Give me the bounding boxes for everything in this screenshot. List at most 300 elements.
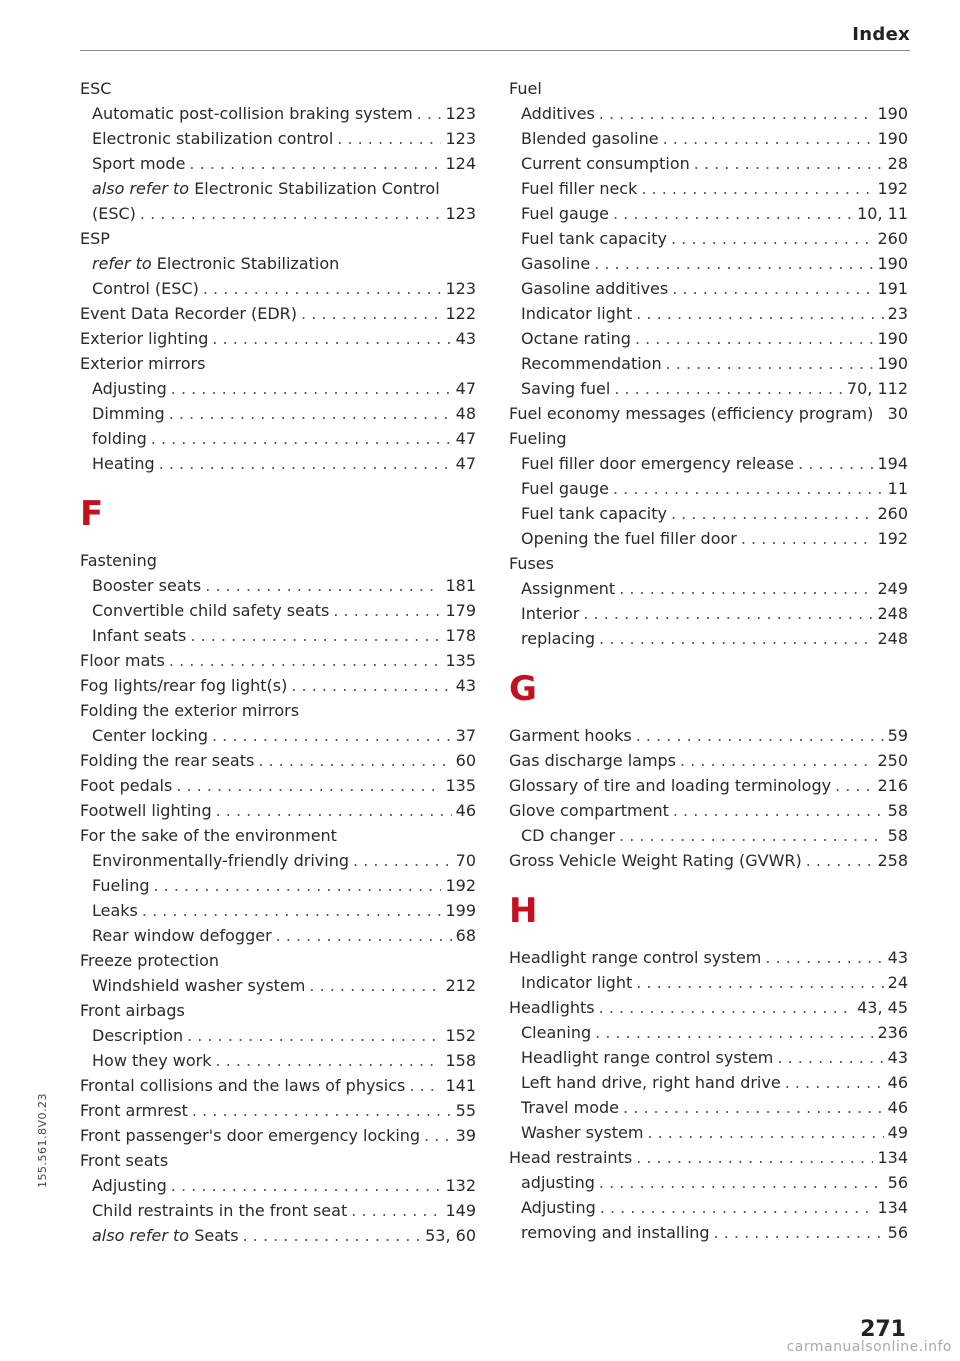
index-entry-label: folding <box>92 429 147 448</box>
page-reference: 47 <box>455 379 476 398</box>
index-entry <box>80 1073 476 1098</box>
page-reference: 181 <box>445 576 476 595</box>
leader-dots <box>647 1120 883 1145</box>
index-entry <box>509 176 908 201</box>
page-reference: 37 <box>455 726 476 745</box>
index-entry <box>80 426 476 451</box>
page-reference: 49 <box>887 1123 908 1142</box>
index-entry <box>80 648 476 673</box>
section-letter: F <box>80 494 104 534</box>
section-letter: H <box>509 891 538 931</box>
header-rule <box>80 50 910 51</box>
page-reference: 192 <box>877 529 908 548</box>
index-entry <box>509 1220 908 1245</box>
leader-dots <box>599 995 853 1020</box>
index-entry <box>509 995 908 1020</box>
index-entry <box>509 476 908 501</box>
index-entry-label: Dimming <box>92 404 165 423</box>
index-entry <box>509 526 908 551</box>
leader-dots <box>595 1020 873 1045</box>
page-reference: 123 <box>445 104 476 123</box>
index-heading: Fastening <box>80 551 157 570</box>
leader-dots <box>337 126 441 151</box>
index-entry-label: Child restraints in the front seat <box>92 1201 348 1220</box>
page-reference: 141 <box>445 1076 476 1095</box>
page-reference: 46 <box>887 1098 908 1117</box>
leader-dots <box>614 376 843 401</box>
leader-dots <box>190 623 441 648</box>
page-reference: 190 <box>877 329 908 348</box>
leader-dots <box>203 276 442 301</box>
leader-dots <box>777 1045 883 1070</box>
index-entry <box>80 126 476 151</box>
index-entry-label: Indicator light <box>521 304 633 323</box>
index-cross-reference <box>80 176 476 201</box>
leader-dots <box>192 1098 452 1123</box>
index-entry-label: Description <box>92 1026 184 1045</box>
index-column-left <box>80 76 476 1248</box>
index-entry-label: Fuel economy messages (efficiency program) <box>509 404 874 423</box>
index-entry-label: Fuel filler door emergency release <box>521 454 795 473</box>
leader-dots <box>673 798 884 823</box>
page-reference: 135 <box>445 651 476 670</box>
index-entry <box>509 126 908 151</box>
page-reference: 70 <box>455 851 476 870</box>
leader-dots <box>171 1173 442 1198</box>
index-entry-label: Cleaning <box>521 1023 592 1042</box>
page-reference: 24 <box>887 973 908 992</box>
leader-dots <box>599 1170 884 1195</box>
index-entry <box>80 376 476 401</box>
index-entry <box>509 1020 908 1045</box>
page-reference: 149 <box>445 1201 476 1220</box>
index-entry-label: Exterior lighting <box>80 329 209 348</box>
index-entry-label: Fuel gauge <box>521 204 609 223</box>
index-heading: Fuel <box>509 79 542 98</box>
leader-dots <box>301 301 441 326</box>
page-reference: 43 <box>455 676 476 695</box>
page-reference: 46 <box>887 1073 908 1092</box>
index-entry-label: Electronic stabilization control <box>92 129 334 148</box>
index-entry <box>80 301 476 326</box>
index-entry <box>80 623 476 648</box>
page-reference: 248 <box>877 629 908 648</box>
index-entry <box>509 1195 908 1220</box>
leader-dots <box>169 648 442 673</box>
index-entry-label <box>92 1223 239 1248</box>
index-entry <box>509 848 908 873</box>
leader-dots <box>187 1023 441 1048</box>
leader-dots <box>353 848 452 873</box>
leader-dots <box>636 723 884 748</box>
index-entry <box>509 251 908 276</box>
leader-dots <box>599 101 874 126</box>
index-entry-label: Glossary of tire and loading terminology <box>509 776 832 795</box>
leader-dots <box>176 773 441 798</box>
index-entry <box>509 1170 908 1195</box>
index-entry-label: Adjusting <box>92 1176 167 1195</box>
index-entry <box>509 501 908 526</box>
index-entry <box>80 1098 476 1123</box>
index-entry-label: Front passenger's door emergency locking <box>80 1126 421 1145</box>
index-entry-label: Frontal collisions and the laws of physics <box>80 1076 406 1095</box>
index-entry-label: Fuel tank capacity <box>521 504 667 523</box>
page-reference: 30 <box>887 404 908 423</box>
index-entry-label: Gross Vehicle Weight Rating (GVWR) <box>509 851 802 870</box>
leader-dots <box>599 626 873 651</box>
index-heading: Fueling <box>509 429 567 448</box>
index-entry-label: Adjusting <box>521 1198 596 1217</box>
leader-dots <box>151 426 452 451</box>
page-reference: 190 <box>877 354 908 373</box>
page-reference: 248 <box>877 604 908 623</box>
index-entry <box>509 451 908 476</box>
page-reference: 53, 60 <box>425 1226 476 1245</box>
section-letter: G <box>509 669 537 709</box>
leader-dots <box>636 301 883 326</box>
index-entry-label: Folding the rear seats <box>80 751 255 770</box>
index-entry-label: Convertible child safety seats <box>92 601 330 620</box>
index-entry <box>80 1023 476 1048</box>
leader-dots <box>785 1070 884 1095</box>
leader-dots <box>600 1195 874 1220</box>
page-reference: 68 <box>455 926 476 945</box>
page-reference: 58 <box>887 801 908 820</box>
index-entry <box>80 873 476 898</box>
page-reference: 190 <box>877 104 908 123</box>
leader-dots <box>619 576 873 601</box>
page-reference: 11 <box>887 479 908 498</box>
index-entry <box>80 898 476 923</box>
index-entry <box>80 598 476 623</box>
leader-dots <box>351 1198 441 1223</box>
page-reference: 23 <box>887 304 908 323</box>
leader-dots <box>212 723 452 748</box>
index-entry-label: Headlight range control system <box>521 1048 774 1067</box>
leader-dots <box>672 276 873 301</box>
page-reference: 60 <box>455 751 476 770</box>
index-entry-label: Indicator light <box>521 973 633 992</box>
index-entry-label: Infant seats <box>92 626 187 645</box>
page-reference: 152 <box>445 1026 476 1045</box>
page-reference: 47 <box>455 454 476 473</box>
index-entry <box>80 201 476 226</box>
cross-reference-prefix: refer to <box>92 254 152 273</box>
page-reference: 260 <box>877 504 908 523</box>
page-reference: 59 <box>887 726 908 745</box>
index-entry-label: Footwell lighting <box>80 801 212 820</box>
page-reference: 260 <box>877 229 908 248</box>
leader-dots <box>205 573 441 598</box>
index-entry <box>509 1045 908 1070</box>
page-reference: 178 <box>445 626 476 645</box>
index-entry <box>509 626 908 651</box>
leader-dots <box>635 326 874 351</box>
leader-dots <box>613 201 853 226</box>
index-entry <box>509 773 908 798</box>
index-entry-label: Fueling <box>92 876 150 895</box>
index-entry <box>509 1095 908 1120</box>
leader-dots <box>594 251 873 276</box>
index-entry-label: Opening the fuel filler door <box>521 529 737 548</box>
cross-reference-prefix: also refer to <box>92 179 190 198</box>
index-entry-label: Gas discharge lamps <box>509 751 677 770</box>
leader-dots <box>714 1220 884 1245</box>
index-entry-label: Sport mode <box>92 154 186 173</box>
index-entry <box>509 1070 908 1095</box>
index-entry <box>509 226 908 251</box>
page-reference: 192 <box>877 179 908 198</box>
leader-dots <box>636 970 883 995</box>
index-entry-label: How they work <box>92 1051 212 1070</box>
leader-dots <box>417 101 442 126</box>
index-entry <box>509 301 908 326</box>
page-reference: 250 <box>877 751 908 770</box>
page-reference: 123 <box>445 279 476 298</box>
index-entry <box>509 401 908 426</box>
page-reference: 212 <box>445 976 476 995</box>
leader-dots <box>309 973 441 998</box>
cross-reference-label: Electronic Stabilization Control <box>194 179 440 198</box>
cross-reference-label: Seats <box>194 1226 239 1245</box>
index-entry-label: Fog lights/rear fog light(s) <box>80 676 288 695</box>
cross-reference-label: Electronic Stabilization <box>156 254 340 273</box>
page-reference: 190 <box>877 129 908 148</box>
index-entry-label: Current consumption <box>521 154 690 173</box>
leader-dots <box>216 1048 442 1073</box>
leader-dots <box>212 326 451 351</box>
page-reference: 158 <box>445 1051 476 1070</box>
page-reference: 194 <box>877 454 908 473</box>
page-reference: 216 <box>877 776 908 795</box>
index-entry <box>80 1198 476 1223</box>
leader-dots <box>835 773 873 798</box>
index-entry-label: Foot pedals <box>80 776 173 795</box>
index-entry-label: Center locking <box>92 726 208 745</box>
index-entry-label: Travel mode <box>521 1098 620 1117</box>
index-entry <box>80 1223 476 1248</box>
index-entry-label: Additives <box>521 104 595 123</box>
leader-dots <box>243 1223 422 1248</box>
index-entry <box>509 748 908 773</box>
index-heading: Fuses <box>509 554 554 573</box>
index-entry <box>509 201 908 226</box>
page-reference: 43 <box>887 948 908 967</box>
index-entry-label: Saving fuel <box>521 379 611 398</box>
index-entry-label: replacing <box>521 629 596 648</box>
index-entry <box>509 351 908 376</box>
index-entry <box>80 151 476 176</box>
index-entry-label: Leaks <box>92 901 138 920</box>
page-reference: 43, 45 <box>857 998 908 1017</box>
leader-dots <box>169 401 452 426</box>
index-entry <box>509 151 908 176</box>
index-entry-label: Garment hooks <box>509 726 632 745</box>
page-reference: 199 <box>445 901 476 920</box>
leader-dots <box>671 226 873 251</box>
index-entry <box>80 673 476 698</box>
leader-dots <box>663 126 874 151</box>
index-entry-label: Rear window defogger <box>92 926 272 945</box>
page-reference: 55 <box>455 1101 476 1120</box>
index-entry-label: Interior <box>521 604 580 623</box>
index-entry <box>80 748 476 773</box>
index-entry-label: Automatic post-collision braking system <box>92 104 413 123</box>
leader-dots <box>171 376 452 401</box>
index-entry-label: removing and installing <box>521 1223 710 1242</box>
page-reference: 134 <box>877 1198 908 1217</box>
page-reference: 47 <box>455 429 476 448</box>
leader-dots <box>154 873 442 898</box>
index-entry-label: Heating <box>92 454 155 473</box>
page-reference: 39 <box>455 1126 476 1145</box>
document-code: 155.561.8V0.23 <box>36 1093 49 1188</box>
page-reference: 123 <box>445 204 476 223</box>
index-entry-label: Head restraints <box>509 1148 633 1167</box>
index-entry-label: Fuel tank capacity <box>521 229 667 248</box>
index-entry <box>80 573 476 598</box>
index-entry <box>80 848 476 873</box>
leader-dots <box>666 351 874 376</box>
index-entry-label: Washer system <box>521 1123 644 1142</box>
index-entry <box>509 601 908 626</box>
leader-dots <box>424 1123 452 1148</box>
page-reference: 191 <box>877 279 908 298</box>
index-entry-label: Fuel filler neck <box>521 179 638 198</box>
index-entry <box>509 1145 908 1170</box>
index-heading: ESC <box>80 79 112 98</box>
leader-dots <box>798 451 873 476</box>
leader-dots <box>671 501 873 526</box>
leader-dots <box>409 1073 441 1098</box>
index-entry-label: Booster seats <box>92 576 202 595</box>
page-reference: 58 <box>887 826 908 845</box>
page-reference: 56 <box>887 1173 908 1192</box>
index-entry <box>80 276 476 301</box>
index-heading: Folding the exterior mirrors <box>80 701 300 720</box>
index-entry <box>80 451 476 476</box>
leader-dots <box>741 526 874 551</box>
leader-dots <box>765 945 883 970</box>
index-entry <box>80 401 476 426</box>
index-entry-label: Blended gasoline <box>521 129 659 148</box>
index-entry-label: Front armrest <box>80 1101 188 1120</box>
index-entry-label: Glove compartment <box>509 801 669 820</box>
page-reference: 10, 11 <box>857 204 908 223</box>
leader-dots <box>583 601 873 626</box>
index-entry <box>509 326 908 351</box>
index-cross-reference <box>80 251 476 276</box>
page-number: 271 <box>860 1317 906 1342</box>
leader-dots <box>258 748 451 773</box>
leader-dots <box>140 201 442 226</box>
index-entry-label: Windshield washer system <box>92 976 306 995</box>
page-reference: 249 <box>877 579 908 598</box>
leader-dots <box>619 823 884 848</box>
index-column-right <box>509 76 908 1245</box>
leader-dots <box>623 1095 884 1120</box>
index-entry <box>80 101 476 126</box>
leader-dots <box>613 476 884 501</box>
leader-dots <box>291 673 451 698</box>
index-heading: Exterior mirrors <box>80 354 206 373</box>
index-entry <box>80 326 476 351</box>
index-entry <box>509 276 908 301</box>
index-entry <box>509 798 908 823</box>
index-entry-label: adjusting <box>521 1173 595 1192</box>
page-reference: 134 <box>877 1148 908 1167</box>
leader-dots <box>694 151 884 176</box>
page-reference: 192 <box>445 876 476 895</box>
index-entry <box>80 1048 476 1073</box>
page-reference: 190 <box>877 254 908 273</box>
page-reference: 122 <box>445 304 476 323</box>
index-entry-label: Gasoline <box>521 254 591 273</box>
index-entry-label: Adjusting <box>92 379 167 398</box>
index-entry <box>80 798 476 823</box>
leader-dots <box>142 898 442 923</box>
index-entry <box>80 973 476 998</box>
index-entry-label: Headlights <box>509 998 595 1017</box>
index-entry-label: Gasoline additives <box>521 279 669 298</box>
watermark: carmanualsonline.info <box>786 1339 952 1355</box>
leader-dots <box>159 451 452 476</box>
page-header-title: Index <box>852 24 910 45</box>
leader-dots <box>333 598 441 623</box>
page-reference: 258 <box>877 851 908 870</box>
page-reference: 43 <box>887 1048 908 1067</box>
leader-dots <box>636 1145 873 1170</box>
page-reference: 135 <box>445 776 476 795</box>
index-entry <box>509 945 908 970</box>
index-entry <box>509 723 908 748</box>
index-entry <box>80 923 476 948</box>
index-entry-label: Left hand drive, right hand drive <box>521 1073 781 1092</box>
index-heading: Freeze protection <box>80 951 220 970</box>
index-entry <box>80 1173 476 1198</box>
index-heading: Front airbags <box>80 1001 185 1020</box>
index-entry-label: Event Data Recorder (EDR) <box>80 304 298 323</box>
leader-dots <box>806 848 874 873</box>
page-reference: 43 <box>455 329 476 348</box>
page-reference: 46 <box>455 801 476 820</box>
index-entry-label: Recommendation <box>521 354 662 373</box>
index-entry <box>80 773 476 798</box>
index-heading: ESP <box>80 229 110 248</box>
index-entry-label: Fuel gauge <box>521 479 609 498</box>
index-entry <box>80 1123 476 1148</box>
index-entry-label: Environmentally-friendly driving <box>92 851 350 870</box>
index-entry-label: CD changer <box>521 826 616 845</box>
leader-dots <box>276 923 452 948</box>
index-entry <box>509 376 908 401</box>
page-reference: 28 <box>887 154 908 173</box>
cross-reference-prefix: also refer to <box>92 1226 190 1245</box>
page-reference: 124 <box>445 154 476 173</box>
index-entry <box>509 1120 908 1145</box>
index-entry-label: (ESC) <box>92 204 136 223</box>
index-entry-label: Headlight range control system <box>509 948 762 967</box>
leader-dots <box>680 748 873 773</box>
index-entry-label: Floor mats <box>80 651 165 670</box>
leader-dots <box>189 151 441 176</box>
index-entry <box>509 576 908 601</box>
page-reference: 48 <box>455 404 476 423</box>
page-reference: 236 <box>877 1023 908 1042</box>
page-reference: 56 <box>887 1223 908 1242</box>
index-entry <box>509 823 908 848</box>
index-heading: Front seats <box>80 1151 169 1170</box>
